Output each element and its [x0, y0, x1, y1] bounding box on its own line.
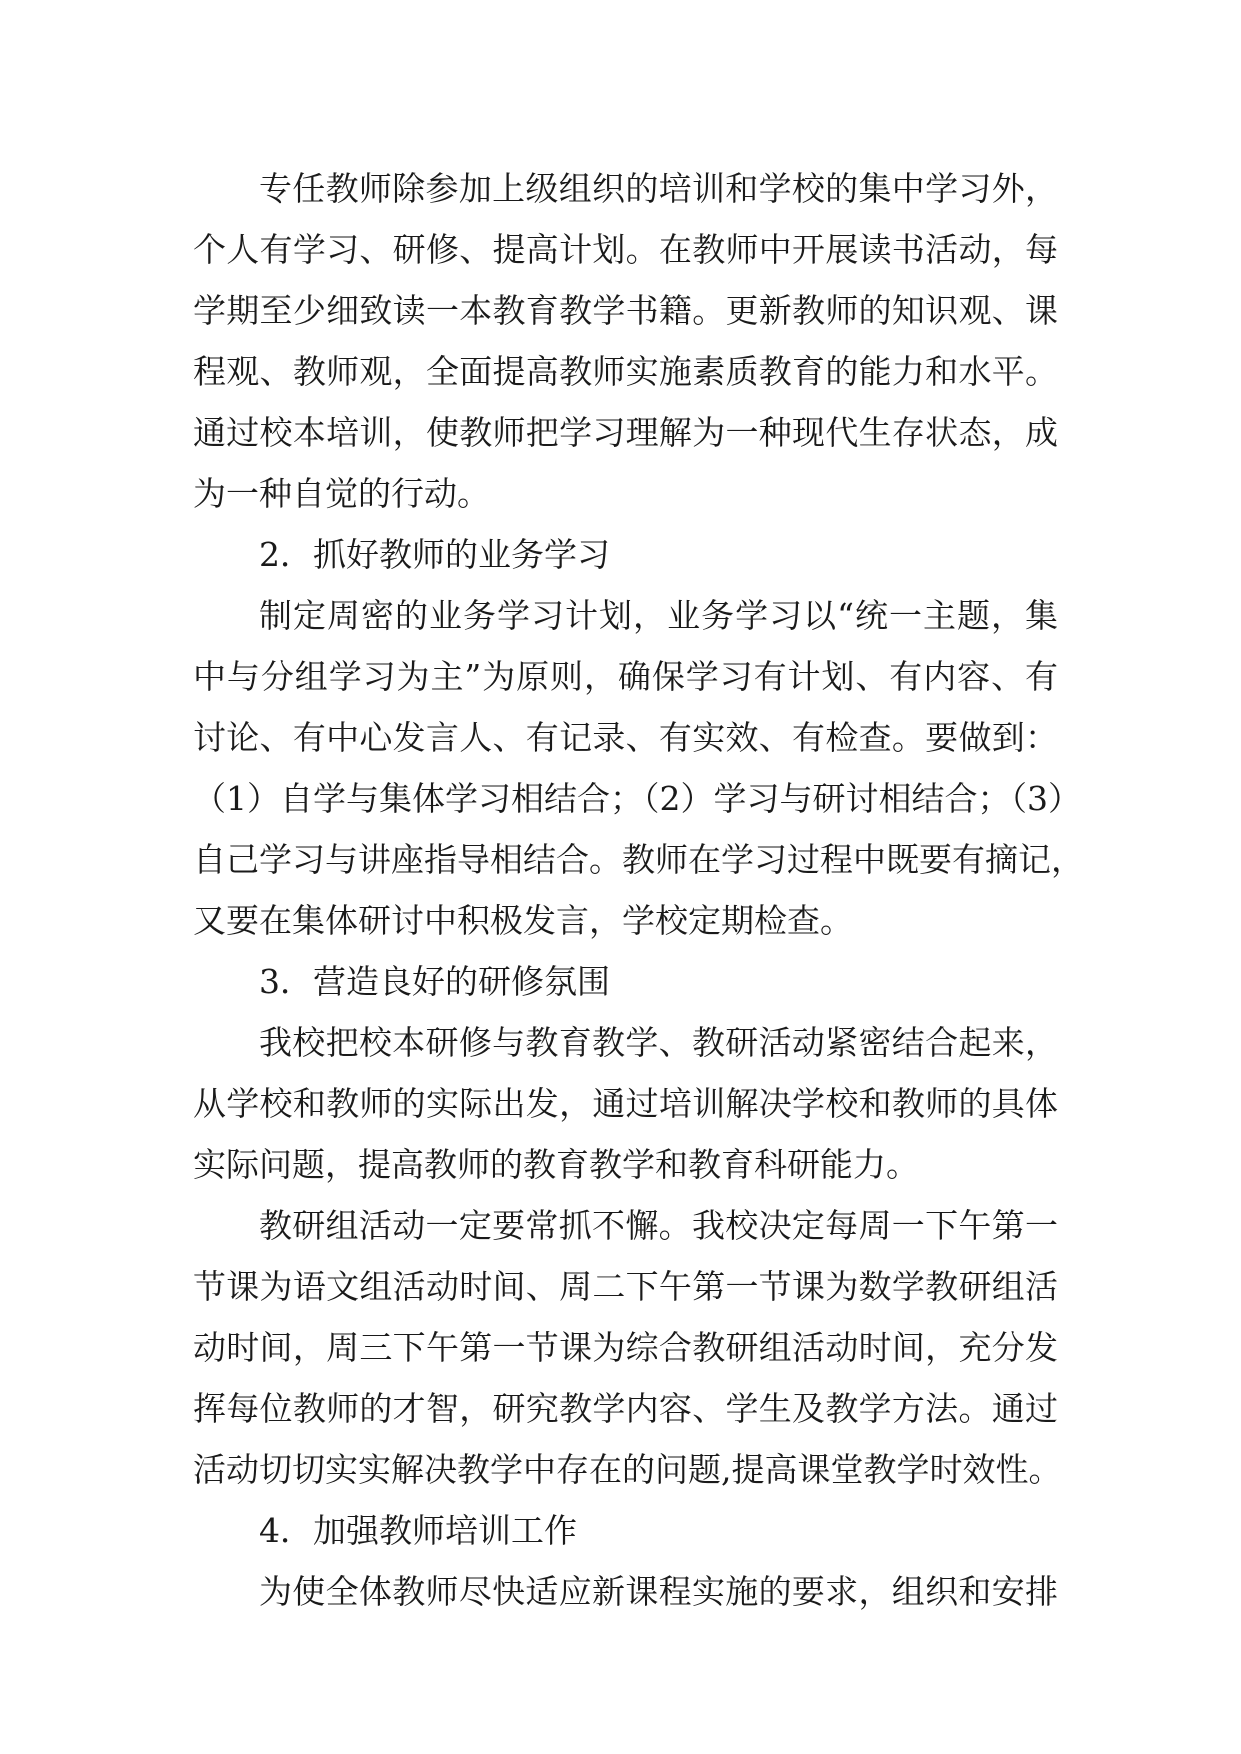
paragraph-first-line: 制定周密的业务学习计划，业务学习以“统一主题，集: [259, 596, 1058, 635]
paragraph-line: 挥每位教师的才智，研究教学内容、学生及教学方法。通过: [193, 1389, 1058, 1428]
paragraph-first-line: 3．营造良好的研修氛围: [259, 962, 610, 1001]
document-body: [193, 158, 1084, 1622]
paragraph-line: 通过校本培训，使教师把学习理解为一种现代生存状态，成: [193, 413, 1058, 452]
paragraph-first-line: 教研组活动一定要常抓不懈。我校决定每周一下午第一: [259, 1206, 1058, 1245]
paragraph-line: 实际问题，提高教师的教育教学和教育科研能力。: [193, 1145, 919, 1184]
paragraph-line: 程观、教师观，全面提高教师实施素质教育的能力和水平。: [193, 352, 1058, 391]
paragraph-line: 活动切切实实解决教学中存在的问题,提高课堂教学时效性。: [193, 1450, 1062, 1489]
paragraph-line: 又要在集体研讨中积极发言，学校定期检查。: [193, 901, 853, 940]
paragraph-first-line: 专任教师除参加上级组织的培训和学校的集中学习外，: [259, 169, 1058, 208]
paragraph-line: 自己学习与讲座指导相结合。教师在学习过程中既要有摘记，: [193, 840, 1084, 879]
paragraph-first-line: 我校把校本研修与教育教学、教研活动紧密结合起来，: [259, 1023, 1058, 1062]
paragraph-first-line: 为使全体教师尽快适应新课程实施的要求，组织和安排: [259, 1572, 1058, 1611]
paragraph-line: 节课为语文组活动时间、周二下午第一节课为数学教研组活: [193, 1267, 1058, 1306]
paragraph-line: 讨论、有中心发言人、有记录、有实效、有检查。要做到：: [193, 718, 1058, 757]
paragraph-line: 从学校和教师的实际出发，通过培训解决学校和教师的具体: [193, 1084, 1058, 1123]
paragraph-first-line: 2．抓好教师的业务学习: [259, 535, 610, 574]
paragraph-line: 学期至少细致读一本教育教学书籍。更新教师的知识观、课: [193, 291, 1058, 330]
paragraph-first-line: 4．加强教师培训工作: [259, 1511, 577, 1550]
paragraph-line: （1）自学与集体学习相结合；（2）学习与研讨相结合；（3）: [193, 779, 1081, 818]
paragraph-line: 动时间，周三下午第一节课为综合教研组活动时间，充分发: [193, 1328, 1058, 1367]
paragraph-line: 中与分组学习为主”为原则，确保学习有计划、有内容、有: [193, 657, 1058, 696]
paragraph-line: 个人有学习、研修、提高计划。在教师中开展读书活动，每: [193, 230, 1058, 269]
paragraph-line: 为一种自觉的行动。: [193, 474, 490, 513]
